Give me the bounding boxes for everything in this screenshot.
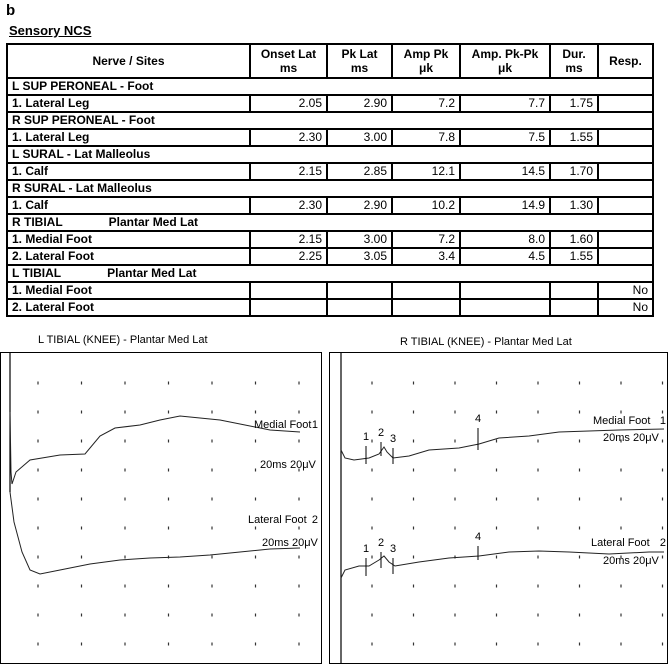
marker-label: 3 (389, 433, 397, 445)
grid-tick (37, 643, 38, 646)
grid-tick (124, 382, 125, 385)
grid-tick (37, 585, 38, 588)
grid-tick (537, 643, 538, 646)
grid-tick (81, 382, 82, 385)
grid-tick (255, 440, 256, 443)
grid-tick (255, 643, 256, 646)
table-cell: 8.0 (460, 231, 550, 248)
grid-tick (413, 411, 414, 414)
grid-tick (37, 382, 38, 385)
grid-tick (662, 585, 663, 588)
grid-tick (124, 643, 125, 646)
site-label: 1. Lateral Leg (7, 95, 250, 112)
table-cell: 2.30 (250, 129, 327, 146)
grid-tick (620, 527, 621, 530)
grid-tick (413, 614, 414, 617)
nerve-group-row (7, 214, 653, 231)
grid-tick (124, 585, 125, 588)
nerve-group-row (7, 78, 653, 95)
grid-tick (662, 411, 663, 414)
grid-tick (371, 440, 372, 443)
grid-tick (496, 440, 497, 443)
site-row (7, 163, 653, 180)
table-cell: 2.25 (250, 248, 327, 265)
grid-tick (662, 469, 663, 472)
grid-tick (371, 585, 372, 588)
grid-tick (662, 643, 663, 646)
grid-tick (454, 585, 455, 588)
grid-tick (371, 614, 372, 617)
grid-tick (579, 411, 580, 414)
right-trace-panel (329, 352, 669, 670)
grid-tick (413, 556, 414, 559)
grid-tick (255, 585, 256, 588)
site-row (7, 282, 653, 299)
grid-tick (413, 440, 414, 443)
site-label: 1. Lateral Leg (7, 129, 250, 146)
table-cell (550, 282, 598, 299)
grid-tick (371, 527, 372, 530)
grid-tick (211, 585, 212, 588)
marker-label: 2 (377, 537, 385, 549)
table-cell (598, 231, 653, 248)
column-header: Pk Lat ms (327, 44, 392, 78)
grid-tick (537, 527, 538, 530)
grid-tick (81, 411, 82, 414)
grid-tick (454, 498, 455, 501)
table-cell (392, 282, 460, 299)
table-cell: 2.05 (250, 95, 327, 112)
grid-tick (124, 614, 125, 617)
grid-tick (37, 411, 38, 414)
grid-tick (211, 440, 212, 443)
table-cell (598, 95, 653, 112)
site-label: 1. Calf (7, 197, 250, 214)
table-cell: 2.15 (250, 163, 327, 180)
trace-label-lateral-foot: Lateral Foot (248, 514, 307, 526)
grid-tick (124, 469, 125, 472)
grid-tick (371, 382, 372, 385)
grid-tick (298, 614, 299, 617)
grid-tick (413, 527, 414, 530)
grid-tick (620, 614, 621, 617)
grid-tick (168, 614, 169, 617)
trace-label-medial-foot: Medial Foot (593, 415, 651, 427)
site-label: 1. Medial Foot (7, 282, 250, 299)
grid-tick (81, 614, 82, 617)
marker-label: 1 (362, 431, 370, 443)
column-header: Dur. ms (550, 44, 598, 78)
grid-tick (537, 585, 538, 588)
trace-scale: 20ms 20μV (603, 555, 659, 567)
nerve-group-sub: Plantar Med Lat (107, 266, 197, 280)
grid-tick (662, 614, 663, 617)
site-label: 1. Medial Foot (7, 231, 250, 248)
marker-label: 2 (377, 427, 385, 439)
grid-tick (579, 469, 580, 472)
grid-tick (413, 498, 414, 501)
grid-tick (662, 382, 663, 385)
grid-tick (298, 411, 299, 414)
grid-tick (496, 556, 497, 559)
site-label: 1. Calf (7, 163, 250, 180)
table-cell: 7.5 (460, 129, 550, 146)
table-cell: 4.5 (460, 248, 550, 265)
grid-tick (124, 556, 125, 559)
table-cell: 10.2 (392, 197, 460, 214)
grid-tick (413, 643, 414, 646)
grid-tick (211, 411, 212, 414)
grid-tick (255, 527, 256, 530)
grid-tick (579, 643, 580, 646)
trace-scale: 20ms 20μV (260, 459, 316, 471)
grid-tick (579, 527, 580, 530)
grid-tick (211, 382, 212, 385)
column-header: Amp. Pk-Pk μk (460, 44, 550, 78)
grid-tick (255, 411, 256, 414)
nerve-group-label: R SUP PERONEAL - Foot (7, 112, 653, 129)
grid-tick (371, 643, 372, 646)
nerve-group-row (7, 146, 653, 163)
right-trace-chart (329, 352, 669, 665)
table-cell (598, 163, 653, 180)
grid-tick (211, 556, 212, 559)
site-row (7, 248, 653, 265)
table-cell: 7.2 (392, 95, 460, 112)
table-cell: 7.8 (392, 129, 460, 146)
grid-tick (81, 527, 82, 530)
table-cell (327, 299, 392, 316)
grid-tick (255, 382, 256, 385)
grid-tick (298, 643, 299, 646)
table-cell: 2.90 (327, 95, 392, 112)
nerve-group-row (7, 180, 653, 197)
table-cell: 2.90 (327, 197, 392, 214)
grid-tick (662, 527, 663, 530)
grid-tick (255, 498, 256, 501)
grid-tick (537, 382, 538, 385)
grid-tick (255, 614, 256, 617)
nerve-group-row (7, 112, 653, 129)
grid-tick (454, 643, 455, 646)
grid-tick (211, 498, 212, 501)
column-header: Amp Pk μk (392, 44, 460, 78)
grid-tick (37, 614, 38, 617)
grid-tick (537, 556, 538, 559)
table-cell (598, 129, 653, 146)
trace-index: 2 (311, 514, 318, 526)
grid-tick (579, 498, 580, 501)
grid-tick (124, 498, 125, 501)
table-cell: 14.5 (460, 163, 550, 180)
grid-tick (168, 440, 169, 443)
column-header: Resp. (598, 44, 653, 78)
grid-tick (579, 440, 580, 443)
grid-tick (168, 643, 169, 646)
left-trace-chart (0, 352, 323, 665)
grid-tick (124, 411, 125, 414)
trace-index: 1 (659, 415, 666, 427)
table-cell: No (598, 299, 653, 316)
site-label: 2. Lateral Foot (7, 299, 250, 316)
grid-tick (81, 556, 82, 559)
grid-tick (662, 556, 663, 559)
nerve-group-row (7, 265, 653, 282)
site-row (7, 129, 653, 146)
table-cell: 7.7 (460, 95, 550, 112)
table-cell (250, 299, 327, 316)
grid-tick (620, 643, 621, 646)
lateral-foot-trace (10, 492, 300, 574)
column-header: Onset Lat ms (250, 44, 327, 78)
table-cell: 1.55 (550, 129, 598, 146)
table-cell (598, 197, 653, 214)
grid-tick (81, 469, 82, 472)
table-cell: 7.2 (392, 231, 460, 248)
table-cell: 12.1 (392, 163, 460, 180)
grid-tick (168, 382, 169, 385)
table-cell: 2.85 (327, 163, 392, 180)
table-cell: 1.70 (550, 163, 598, 180)
table-header-row (7, 44, 653, 78)
grid-tick (81, 498, 82, 501)
grid-tick (537, 411, 538, 414)
grid-tick (620, 498, 621, 501)
right-panel-title: R TIBIAL (KNEE) - Plantar Med Lat (400, 336, 572, 348)
grid-tick (496, 382, 497, 385)
left-trace-panel (0, 352, 323, 670)
table-cell: 1.55 (550, 248, 598, 265)
nerve-group-label: L SUP PERONEAL - Foot (7, 78, 653, 95)
grid-tick (662, 498, 663, 501)
table-cell: 3.4 (392, 248, 460, 265)
grid-tick (454, 527, 455, 530)
grid-tick (496, 411, 497, 414)
grid-tick (537, 440, 538, 443)
trace-label-lateral-foot: Lateral Foot (591, 537, 650, 549)
nerve-group-label: L TIBIAL Plantar Med Lat (7, 265, 653, 282)
site-row (7, 197, 653, 214)
grid-tick (496, 585, 497, 588)
table-cell (460, 282, 550, 299)
nerve-group-label: L SURAL - Lat Malleolus (7, 146, 653, 163)
marker-label: 1 (362, 543, 370, 555)
grid-tick (124, 440, 125, 443)
table-cell: 3.00 (327, 231, 392, 248)
grid-tick (371, 556, 372, 559)
table-cell: 2.30 (250, 197, 327, 214)
marker-label: 4 (474, 413, 482, 425)
grid-tick (255, 469, 256, 472)
trace-index: 1 (311, 419, 318, 431)
grid-tick (579, 614, 580, 617)
grid-tick (496, 527, 497, 530)
grid-tick (211, 643, 212, 646)
grid-tick (620, 585, 621, 588)
grid-tick (413, 382, 414, 385)
table-cell (460, 299, 550, 316)
table-cell: No (598, 282, 653, 299)
trace-label-medial-foot: Medial Foot (254, 419, 312, 431)
grid-tick (537, 614, 538, 617)
panel-border (330, 353, 668, 664)
grid-tick (454, 411, 455, 414)
grid-tick (298, 527, 299, 530)
grid-tick (454, 440, 455, 443)
grid-tick (537, 469, 538, 472)
grid-tick (454, 382, 455, 385)
site-row (7, 95, 653, 112)
panel-border (1, 353, 322, 664)
nerve-group-label: R TIBIAL Plantar Med Lat (7, 214, 653, 231)
grid-tick (168, 469, 169, 472)
grid-tick (454, 469, 455, 472)
table-cell (392, 299, 460, 316)
table-cell: 14.9 (460, 197, 550, 214)
nerve-group-sub: Plantar Med Lat (108, 215, 199, 229)
trace-scale: 20ms 20μV (603, 432, 659, 444)
section-title: Sensory NCS (9, 23, 92, 38)
grid-tick (298, 382, 299, 385)
grid-tick (579, 382, 580, 385)
panel-letter: b (6, 2, 16, 19)
grid-tick (211, 614, 212, 617)
table-cell (327, 282, 392, 299)
marker-label: 3 (389, 543, 397, 555)
grid-tick (37, 556, 38, 559)
grid-tick (371, 411, 372, 414)
grid-tick (496, 498, 497, 501)
grid-tick (537, 498, 538, 501)
grid-tick (37, 440, 38, 443)
left-panel-title: L TIBIAL (KNEE) - Plantar Med Lat (38, 334, 208, 346)
site-row (7, 299, 653, 316)
sensory-ncs-table (6, 43, 654, 317)
marker-label: 4 (474, 531, 482, 543)
grid-tick (298, 585, 299, 588)
grid-tick (37, 498, 38, 501)
grid-tick (298, 440, 299, 443)
grid-tick (168, 498, 169, 501)
grid-tick (579, 585, 580, 588)
grid-tick (620, 469, 621, 472)
trace-index: 2 (659, 537, 666, 549)
grid-tick (496, 469, 497, 472)
grid-tick (579, 556, 580, 559)
grid-tick (81, 643, 82, 646)
column-header: Nerve / Sites (7, 44, 250, 78)
grid-tick (620, 411, 621, 414)
grid-tick (298, 498, 299, 501)
site-label: 2. Lateral Foot (7, 248, 250, 265)
grid-tick (371, 469, 372, 472)
trace-scale: 20ms 20μV (262, 537, 318, 549)
table-cell: 1.60 (550, 231, 598, 248)
grid-tick (496, 614, 497, 617)
grid-tick (211, 469, 212, 472)
grid-tick (662, 440, 663, 443)
grid-tick (255, 556, 256, 559)
grid-tick (168, 411, 169, 414)
table-cell (250, 282, 327, 299)
table-cell: 3.05 (327, 248, 392, 265)
grid-tick (454, 614, 455, 617)
grid-tick (81, 440, 82, 443)
grid-tick (413, 469, 414, 472)
grid-tick (37, 527, 38, 530)
grid-tick (81, 585, 82, 588)
grid-tick (37, 469, 38, 472)
grid-tick (168, 527, 169, 530)
table-cell: 1.30 (550, 197, 598, 214)
site-row (7, 231, 653, 248)
grid-tick (413, 585, 414, 588)
table-cell: 1.75 (550, 95, 598, 112)
grid-tick (620, 382, 621, 385)
grid-tick (298, 556, 299, 559)
grid-tick (496, 643, 497, 646)
grid-tick (211, 527, 212, 530)
grid-tick (168, 585, 169, 588)
grid-tick (371, 498, 372, 501)
table-cell (598, 248, 653, 265)
table-cell: 2.15 (250, 231, 327, 248)
table-cell: 3.00 (327, 129, 392, 146)
grid-tick (124, 527, 125, 530)
nerve-group-label: R SURAL - Lat Malleolus (7, 180, 653, 197)
table-cell (550, 299, 598, 316)
